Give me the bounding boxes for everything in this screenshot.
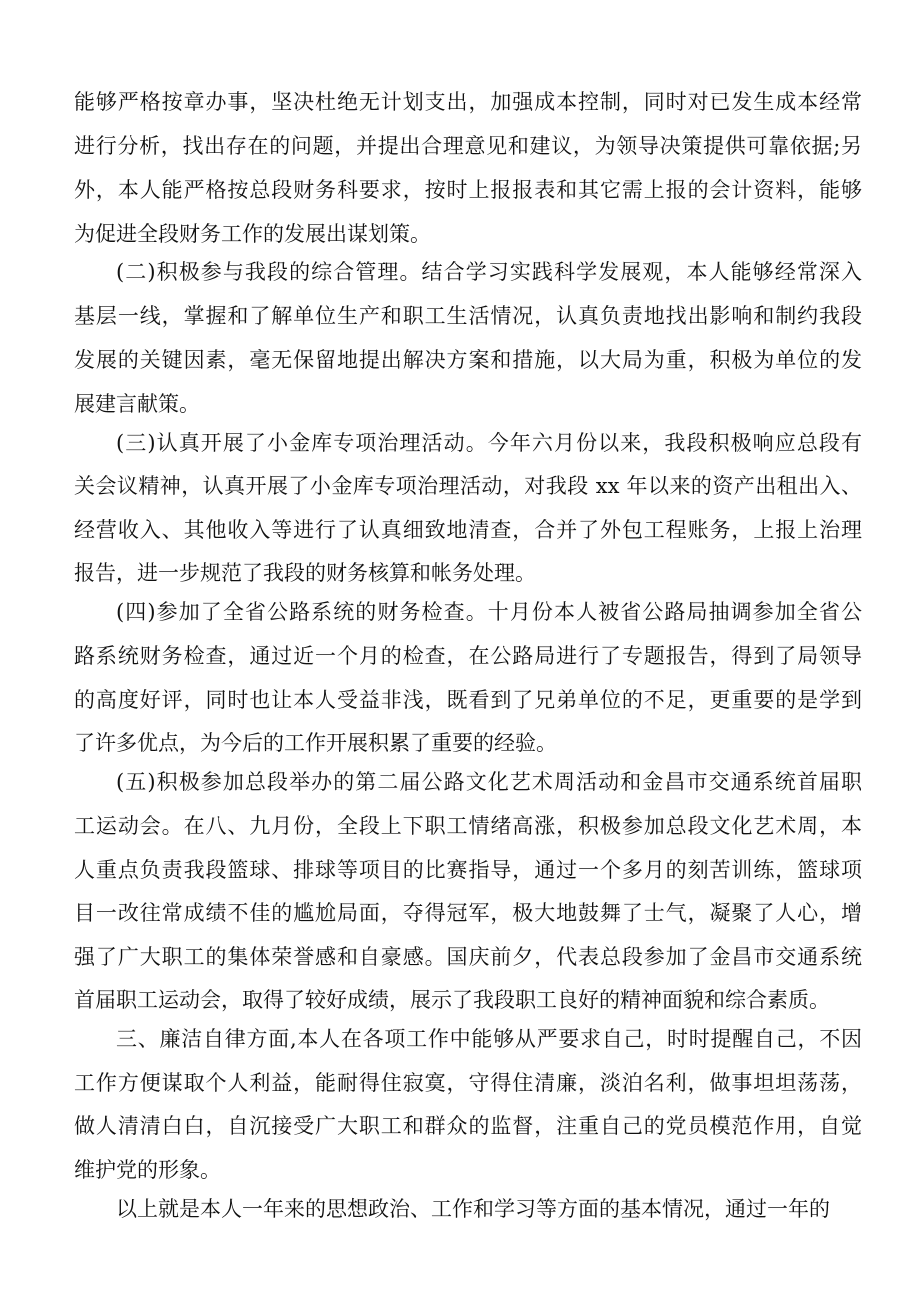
text-line: 发展的关键因素，毫无保留地提出解决方案和措施，以大局为重，积极为单位的发 — [74, 348, 862, 372]
text-line: 进行分析，找出存在的问题，并提出合理意见和建议，为领导决策提供可靠依据;另 — [74, 134, 862, 158]
text-line: 首届职工运动会，取得了较好成绩，展示了我段职工良好的精神面貌和综合素质。 — [74, 988, 830, 1012]
paragraph-heading-line: (五)积极参加总段举办的第二届公路文化艺术周活动和金昌市交通系统首届职 — [116, 770, 862, 794]
paragraph-heading-line: (二)积极参与我段的综合管理。结合学习实践科学发展观，本人能够经常深入 — [116, 260, 862, 284]
text-line: 以上就是本人一年来的思想政治、工作和学习等方面的基本情况，通过一年的 — [116, 1197, 830, 1221]
paragraph-heading-line: (四)参加了全省公路系统的财务检查。十月份本人被省公路局抽调参加全省公 — [116, 600, 862, 624]
text-line: 经营收入、其他收入等进行了认真细致地清查，合并了外包工程账务，上报上治理 — [74, 518, 862, 542]
text-line: 外，本人能严格按总段财务科要求，按时上报报表和其它需上报的会计资料，能够 — [74, 178, 862, 202]
text-line: 报告，进一步规范了我段的财务核算和帐务处理。 — [74, 561, 536, 585]
text-line: 维护党的形象。 — [74, 1158, 221, 1182]
text-line: 做人清清白白，自沉接受广大职工和群众的监督，注重自己的党员模范作用，自觉 — [74, 1114, 862, 1138]
text-line: 强了广大职工的集体荣誉感和自豪感。国庆前夕，代表总段参加了金昌市交通系统 — [74, 945, 862, 969]
text-line: 工作方便谋取个人利益，能耐得住寂寞，守得住清廉，淡泊名利，做事坦坦荡荡， — [74, 1071, 862, 1095]
text-line: 基层一线，掌握和了解单位生产和职工生活情况，认真负责地找出影响和制约我段 — [74, 304, 862, 328]
text-line: 工运动会。在八、九月份，全段上下职工情绪高涨，积极参加总段文化艺术周，本 — [74, 814, 862, 838]
text-line: 目一改往常成绩不佳的尴尬局面，夺得冠军，极大地鼓舞了士气，凝聚了人心，增 — [74, 901, 862, 925]
text-line: 的高度好评，同时也让本人受益非浅，既看到了兄弟单位的不足，更重要的是学到 — [74, 688, 862, 712]
text-line: 展建言献策。 — [74, 392, 200, 416]
text-line: 能够严格按章办事，坚决杜绝无计划支出，加强成本控制，同时对已发生成本经常 — [74, 90, 862, 114]
text-line: 关会议精神，认真开展了小金库专项治理活动，对我段 xx 年以来的资产出租出入、 — [74, 474, 862, 498]
section-heading-line: 三、廉洁自律方面,本人在各项工作中能够从严要求自己，时时提醒自己，不因 — [116, 1027, 862, 1051]
paragraph-heading-line: (三)认真开展了小金库专项治理活动。今年六月份以来，我段积极响应总段有 — [116, 431, 862, 455]
text-line: 路系统财务检查，通过近一个月的检查，在公路局进行了专题报告，得到了局领导 — [74, 644, 862, 668]
text-line: 了许多优点，为今后的工作开展积累了重要的经验。 — [74, 731, 557, 755]
text-line: 人重点负责我段篮球、排球等项目的比赛指导，通过一个多月的刻苦训练，篮球项 — [74, 858, 862, 882]
text-line: 为促进全段财务工作的发展出谋划策。 — [74, 222, 431, 246]
